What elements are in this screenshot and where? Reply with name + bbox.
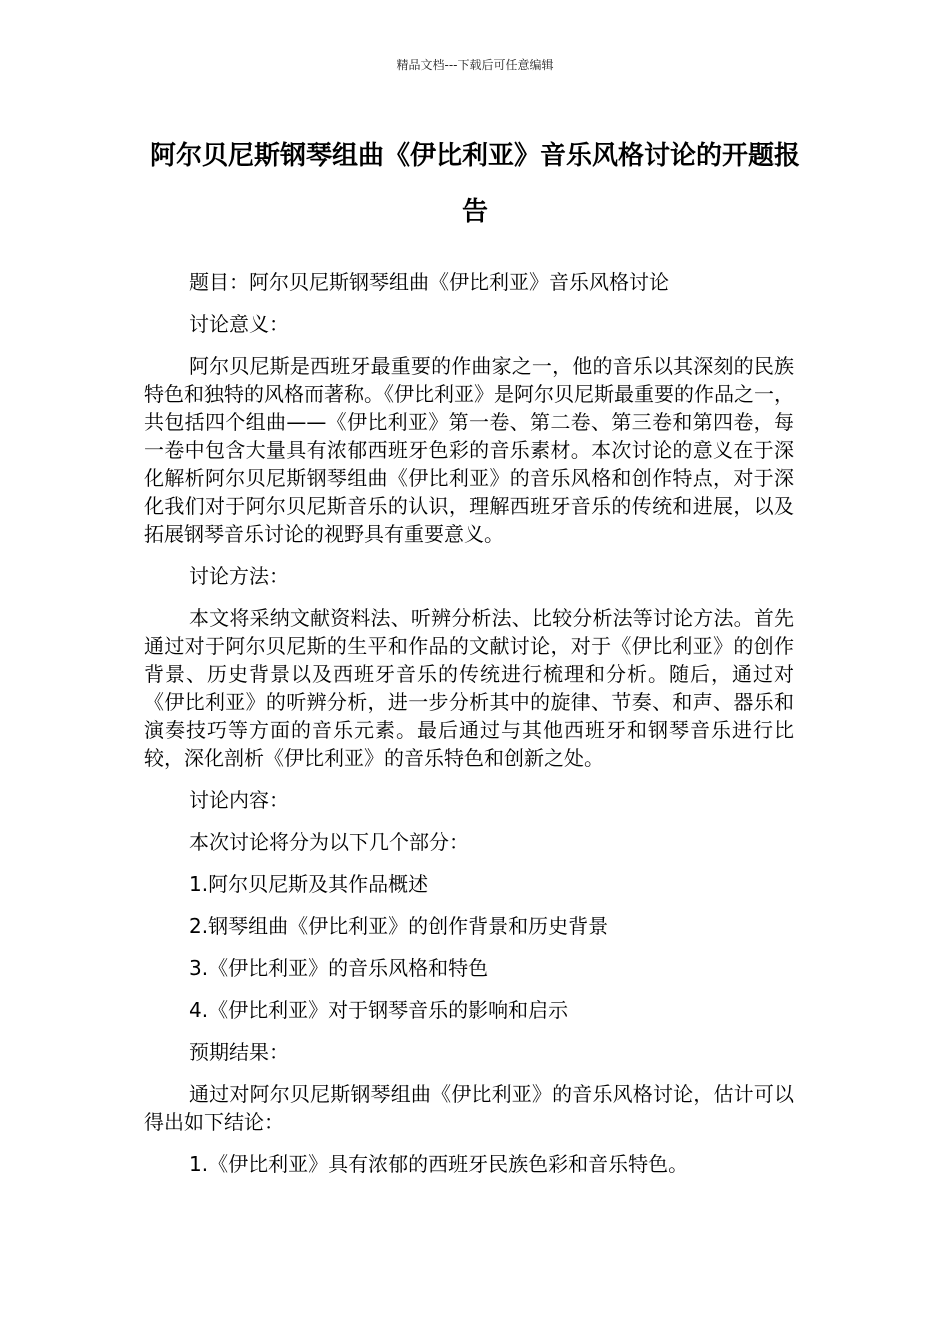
expected-results-intro: 通过对阿尔贝尼斯钢琴组曲《伊比利亚》的音乐风格讨论，估计可以得出如下结论： <box>144 1082 794 1134</box>
document-title: 阿尔贝尼斯钢琴组曲《伊比利亚》音乐风格讨论的开题报告 <box>149 141 800 227</box>
methods-paragraph: 本文将采纳文献资料法、听辨分析法、比较分析法等讨论方法。首先通过对于阿尔贝尼斯的生平和作品的文献讨论，对于《伊比利亚》的创作背景、历史背景以及西班牙音乐的传统进行梳理和分析。随后，通过对《伊比利亚》的听辨分析，进一步分析其中的旋律、节奏、和声、器乐和演奏技巧等方面的音乐元素。最后通过与其他西班牙和钢琴音乐进行比较，深化剖析《伊比利亚》的音乐特色和创新之处。 <box>144 606 794 770</box>
significance-paragraph: 阿尔贝尼斯是西班牙最重要的作曲家之一，他的音乐以其深刻的民族特色和独特的风格而著称。《伊比利亚》是阿尔贝尼斯最重要的作品之一，共包括四个组曲——《伊比利亚》第一卷、第二卷、第三卷和第四卷，每一卷中包含大量具有浓郁西班牙色彩的音乐素材。本次讨论的意义在于深化解析阿尔贝尼斯钢琴组曲《伊比利亚》的音乐风格和创作特点，对于深化我们对于阿尔贝尼斯音乐的认识，理解西班牙音乐的传统和进展，以及拓展钢琴音乐讨论的视野具有重要意义。 <box>144 354 794 546</box>
content-item-1: 1.阿尔贝尼斯及其作品概述 <box>189 872 429 896</box>
content-item-2: 2.钢琴组曲《伊比利亚》的创作背景和历史背景 <box>189 914 609 938</box>
section-heading-methods: 讨论方法： <box>189 564 289 588</box>
section-heading-expected-results: 预期结果： <box>189 1040 289 1064</box>
section-heading-significance: 讨论意义： <box>189 312 289 336</box>
content-item-3: 3.《伊比利亚》的音乐风格和特色 <box>189 956 489 980</box>
content-intro: 本次讨论将分为以下几个部分： <box>189 830 469 854</box>
header-note: 精品文档---下载后可任意编辑 <box>396 58 554 72</box>
section-heading-content: 讨论内容： <box>189 788 289 812</box>
expected-result-item-1: 1.《伊比利亚》具有浓郁的西班牙民族色彩和音乐特色。 <box>189 1152 689 1176</box>
topic-line: 题目：阿尔贝尼斯钢琴组曲《伊比利亚》音乐风格讨论 <box>189 270 669 294</box>
document-body <box>144 268 794 1192</box>
content-item-4: 4.《伊比利亚》对于钢琴音乐的影响和启示 <box>189 998 569 1022</box>
